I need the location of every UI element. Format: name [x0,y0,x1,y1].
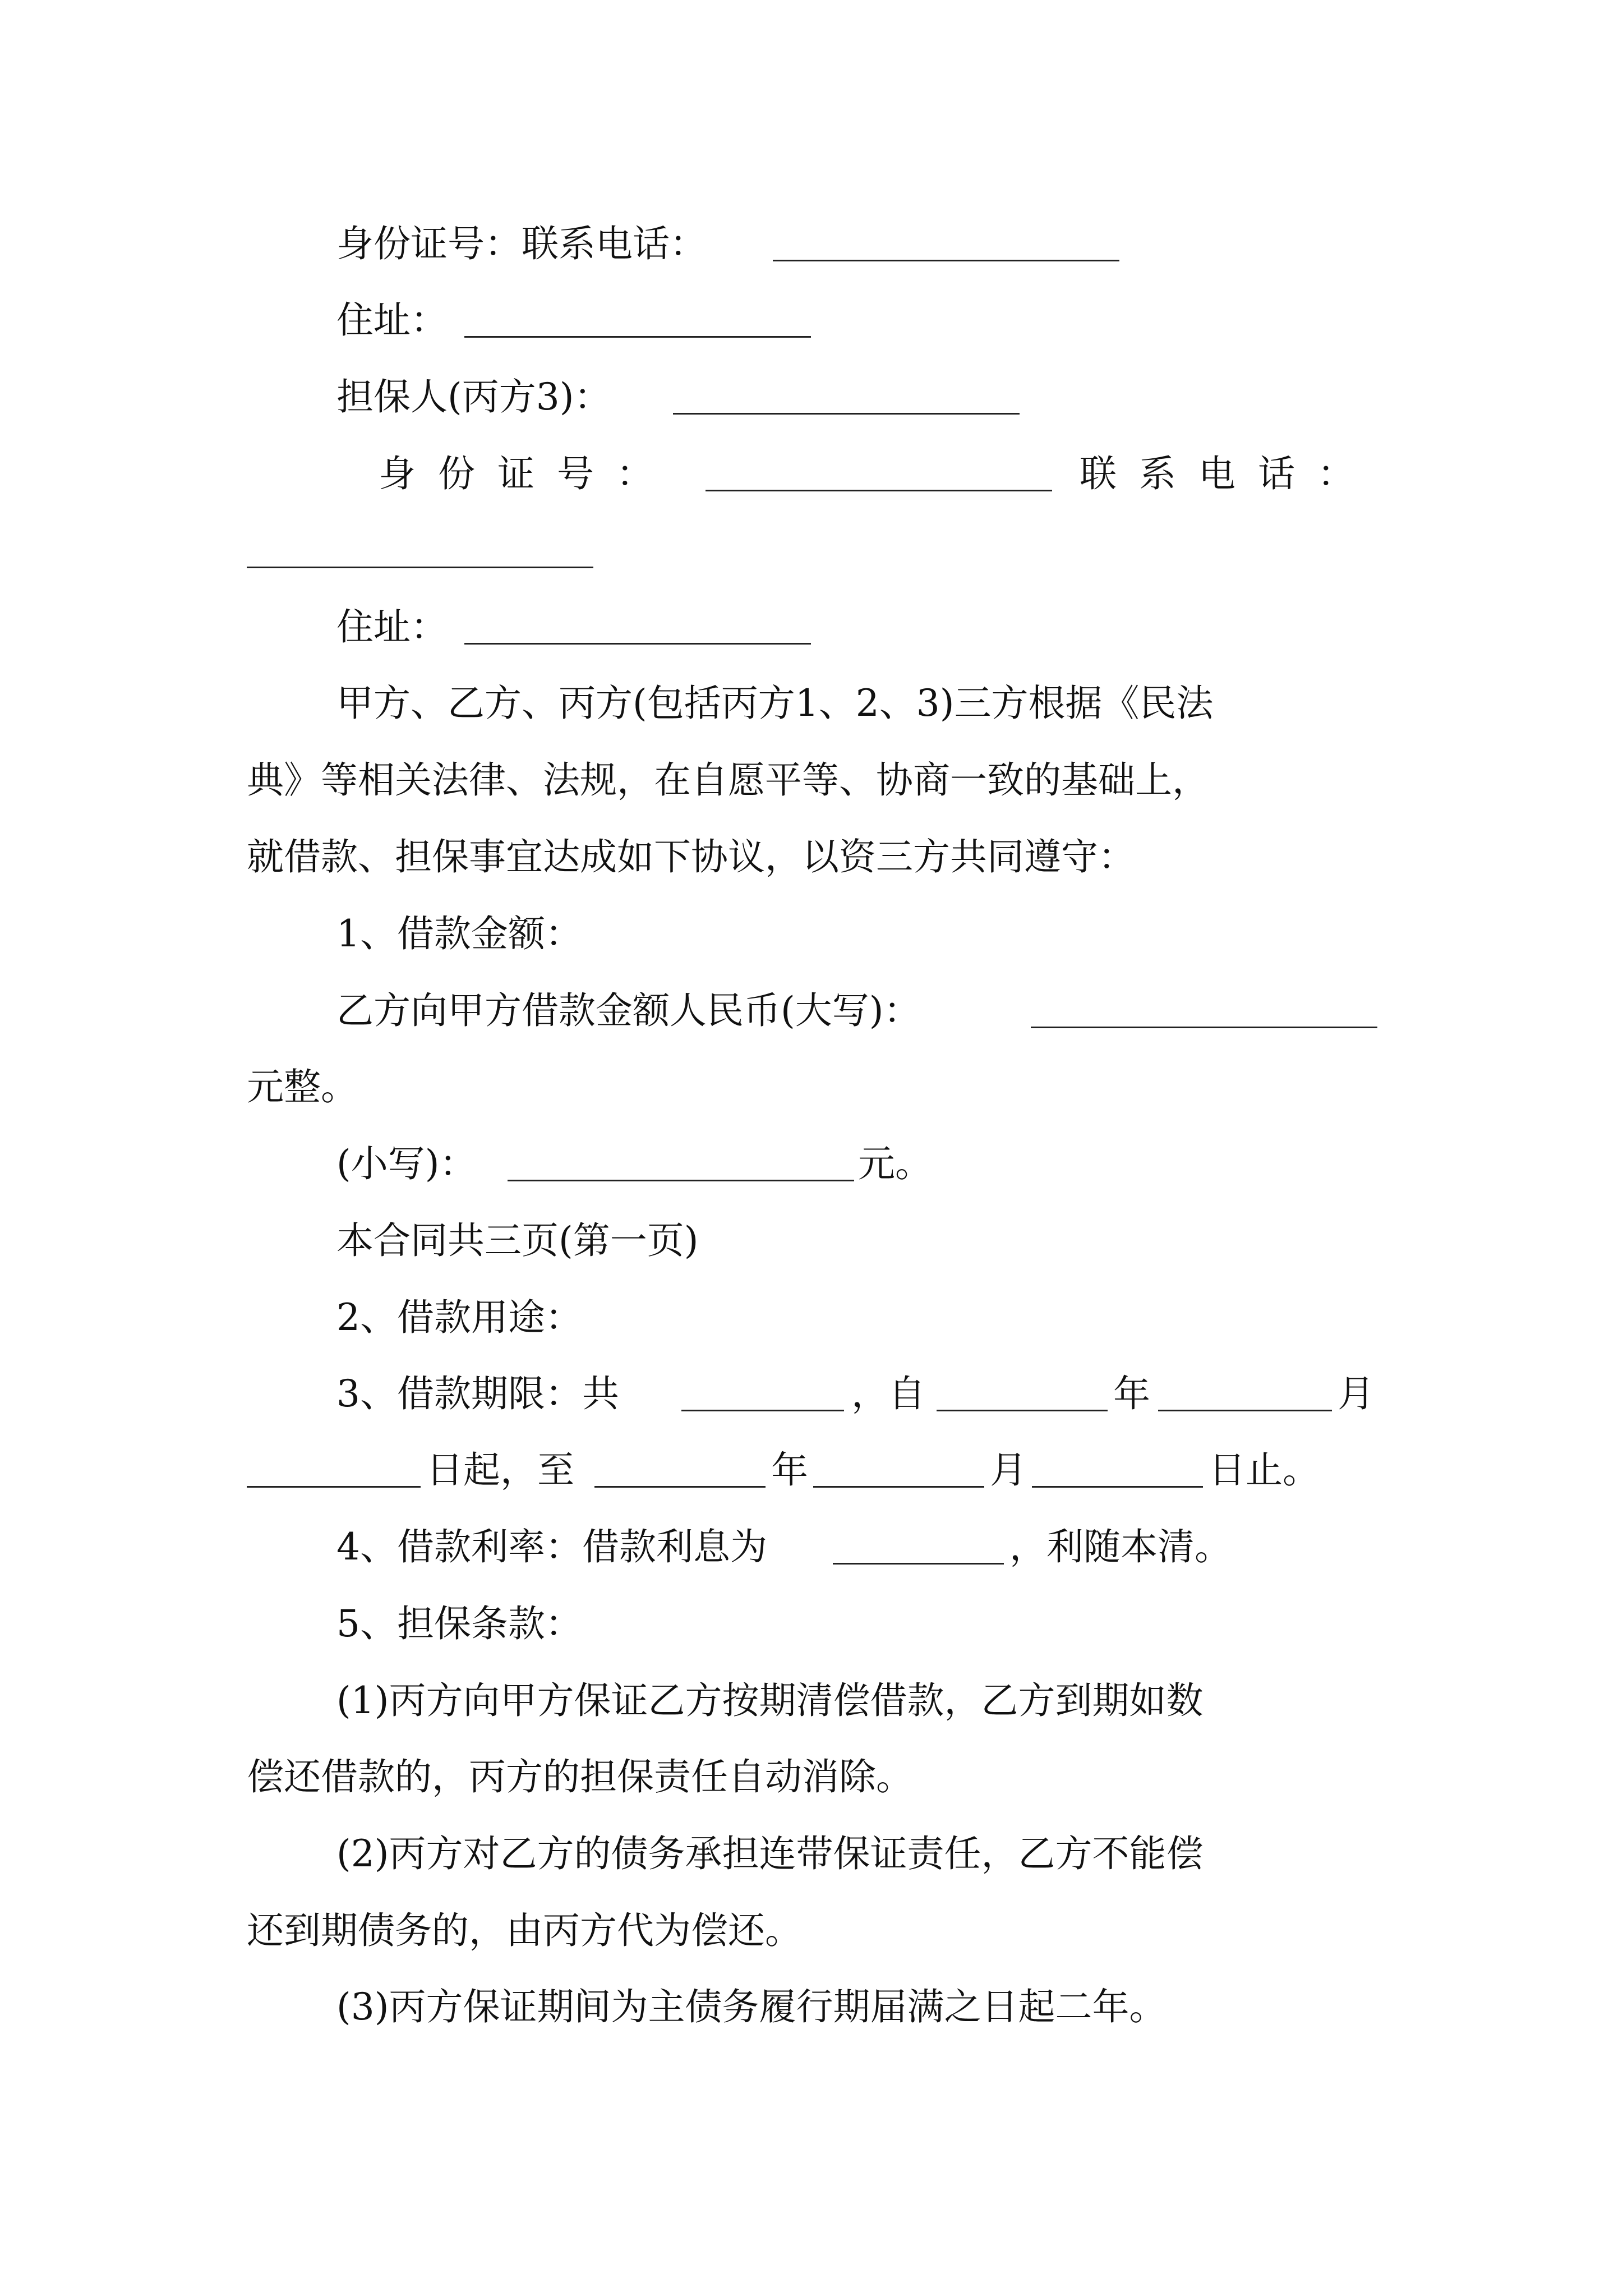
end-year-suffix: 年 [771,1448,808,1492]
loan-amount-suffix-line [0,1059,1623,1115]
address-label-2: 住址： [336,605,448,648]
paragraph-line [0,829,1623,885]
term-to: 日起，至 [426,1448,574,1492]
id-phone-line-justified [0,446,1623,502]
end-month-blank [813,1486,984,1488]
loan-term-label: 3、借款期限：共 [336,1372,619,1415]
amount-upper-blank [1031,1027,1377,1028]
amount-lower-blank [508,1180,854,1181]
address-blank-2 [464,643,811,645]
guarantee-item-line [0,1979,1623,2035]
start-month-suffix: 月 [1338,1372,1375,1415]
end-day-suffix: 日止。 [1209,1448,1320,1492]
paragraph-text: 就借款、担保事宜达成如下协议，以资三方共同遵守： [247,835,1135,878]
interest-label: 4、借款利率：借款利息为 [336,1525,767,1568]
address-label: 住址： [336,298,448,342]
loan-amount-upper-label: 乙方向甲方借款金额人民币(大写)： [336,989,921,1032]
page-note-line [0,1213,1623,1269]
amount-suffix: 元整。 [247,1065,358,1108]
guarantee-item-1-cont: 偿还借款的，丙方的担保责任自动消除。 [247,1755,913,1798]
start-day-blank [247,1486,421,1488]
loan-term-line [0,1366,1623,1422]
guarantor-3-blank [673,413,1020,415]
guarantee-item-1: (1)丙方向甲方保证乙方按期清偿借款，乙方到期如数 [336,1679,1204,1722]
amount-lower-line [0,1136,1623,1192]
guarantee-item-line [0,1826,1623,1882]
clause-2-heading: 2、借款用途： [336,1296,582,1339]
term-blank [681,1410,844,1411]
clause-1-heading: 1、借款金额： [336,912,582,955]
clause-heading [0,1290,1623,1346]
start-year-suffix: 年 [1113,1372,1150,1415]
id-phone-label: 身份证号：联系电话： [336,222,707,265]
address-blank [464,336,811,338]
clause-heading [0,906,1623,962]
paragraph-text: 典》等相关法律、法规，在自愿平等、协商一致的基础上， [247,758,1209,802]
clause-heading [0,1596,1623,1652]
interest-blank [833,1563,1004,1565]
phone-label-spaced: 联系电话： [1080,452,1377,495]
loan-amount-line [0,983,1623,1039]
phone-blank-2 [247,567,593,568]
id-label-spaced: 身份证号： [379,452,676,495]
address-line [0,292,1623,348]
guarantor-3-line [0,369,1623,425]
page-note: 本合同共三页(第一页) [336,1219,699,1262]
guarantee-item-2-cont: 还到期债务的，由丙方代为偿还。 [247,1909,802,1952]
term-from: ，自 [851,1372,925,1415]
phone-blank [773,260,1119,261]
guarantee-item-line [0,1903,1623,1959]
end-day-blank [1032,1486,1203,1488]
interest-suffix: ，利随本清。 [1009,1525,1232,1568]
guarantor-3-label: 担保人(丙方3)： [336,375,611,418]
phone-blank-line [0,523,1623,579]
guarantee-item-line [0,1673,1623,1729]
amount-lower-suffix: 元。 [858,1142,932,1185]
id-phone-line [0,216,1623,272]
clause-5-heading: 5、担保条款： [336,1602,582,1645]
loan-term-line-2 [0,1442,1623,1498]
paragraph-line [0,675,1623,731]
interest-line [0,1519,1623,1575]
amount-lower-label: (小写)： [336,1142,477,1185]
paragraph-line [0,752,1623,808]
paragraph-text: 甲方、乙方、丙方(包括丙方1、2、3)三方根据《民法 [336,682,1214,725]
address-line-2 [0,599,1623,655]
end-month-suffix: 月 [990,1448,1027,1492]
guarantee-item-3: (3)丙方保证期间为主债务履行期届满之日起二年。 [336,1985,1166,2028]
id-blank [706,490,1052,491]
end-year-blank [594,1486,766,1488]
start-year-blank [937,1410,1108,1411]
start-month-blank [1158,1410,1332,1411]
guarantee-item-2: (2)丙方对乙方的债务承担连带保证责任，乙方不能偿 [336,1832,1204,1875]
guarantee-item-line [0,1749,1623,1805]
